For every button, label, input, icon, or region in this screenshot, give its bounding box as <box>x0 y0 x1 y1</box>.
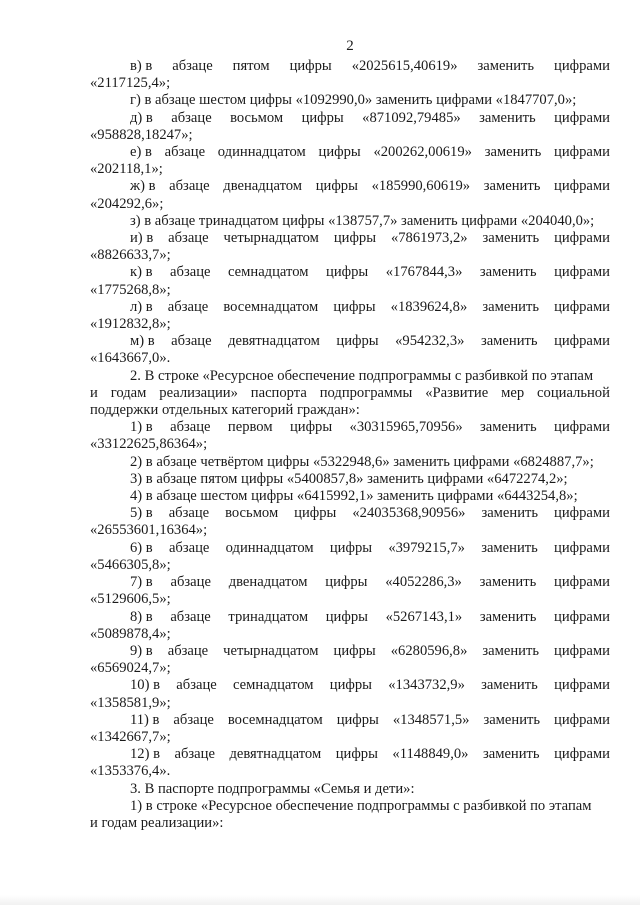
paragraph-word: цифрами <box>554 539 610 556</box>
paragraph-word: заменить <box>479 264 537 281</box>
paragraph-word: двенадцатом <box>228 574 308 591</box>
paragraph <box>90 178 610 212</box>
paragraph <box>90 746 610 780</box>
paragraph-word: «6280596,8» <box>390 642 468 659</box>
paragraph-word: заменить <box>479 109 536 126</box>
paragraph-word: заменить <box>483 711 541 728</box>
paragraph-continuation: «8826633,7»; <box>90 247 171 264</box>
paragraph <box>90 144 610 178</box>
paragraph <box>90 471 610 488</box>
paragraph-word: «1148849,0» <box>392 746 469 763</box>
paragraph-line: поддержки отдельных категорий граждан»: <box>90 402 360 419</box>
paragraph-word: цифрами <box>554 109 610 126</box>
paragraph-word: цифрами <box>554 298 610 315</box>
paragraph-word: «30315965,70956» <box>349 419 463 436</box>
paragraph-word: абзаце <box>170 264 211 281</box>
paragraph-word: тринадцатом <box>228 608 309 625</box>
paragraph-word: «1839624,8» <box>390 298 468 315</box>
paragraph-word: «185990,60619» <box>371 178 471 195</box>
paragraph-word: 1) в <box>130 419 153 436</box>
paragraph-continuation: «1353376,4». <box>90 763 171 780</box>
paragraph-continuation: «1358581,9»; <box>90 694 171 711</box>
paragraph-text: 3) в абзаце пятом цифры «5400857,8» заменить цифрами «6472274,2»; <box>130 470 568 487</box>
paragraph-word: цифры <box>333 298 376 315</box>
paragraph-word: социальной <box>537 384 610 401</box>
paragraph-word: цифры <box>333 642 376 659</box>
paragraph-continuation: «1643667,0». <box>90 350 171 367</box>
paragraph-continuation: «1342667,7»; <box>90 728 171 745</box>
paragraph-word: л) в <box>130 298 153 315</box>
paragraph-word: девятнадцатом <box>229 746 322 763</box>
paragraph-word: заменить <box>477 58 535 74</box>
paragraph-word: заменить <box>480 419 537 436</box>
paragraph <box>90 230 610 264</box>
paragraph-word: заменить <box>482 642 539 659</box>
paragraph-word: абзаце <box>164 144 206 161</box>
paragraph-word: заменить <box>483 178 541 195</box>
paragraph-word: абзаце <box>170 608 211 625</box>
paragraph-word: абзаце <box>174 746 215 763</box>
paragraph-word: двенадцатом <box>223 178 303 195</box>
paragraph-continuation: «6569024,7»; <box>90 660 171 677</box>
paragraph <box>90 488 610 505</box>
paragraph-word: цифрами <box>554 711 610 728</box>
paragraph <box>90 781 610 798</box>
paragraph-word: цифры <box>289 58 332 74</box>
paragraph-word: цифрами <box>554 230 610 247</box>
paragraph-word: цифры <box>335 746 378 763</box>
paragraph <box>90 609 610 643</box>
paragraph-continuation: «2117125,4»; <box>90 75 171 92</box>
paragraph-word: цифрами <box>554 677 610 694</box>
paragraph-word: цифрами <box>554 419 610 436</box>
paragraph-word: цифрами <box>554 58 610 74</box>
paragraph-word: цифры <box>325 608 368 625</box>
paragraph-word: цифры <box>301 109 344 126</box>
paragraph-word: «1343732,9» <box>388 677 465 694</box>
paragraph-word: абзаце <box>171 333 212 350</box>
paragraph <box>90 712 610 746</box>
paragraph-word: абзаце <box>169 178 210 195</box>
paragraph-word: м) в <box>130 333 155 350</box>
paragraph-word: паспорта <box>250 384 307 401</box>
paragraph <box>90 505 610 539</box>
paragraph-word: «2025615,40619» <box>351 58 458 74</box>
paragraph-word: девятнадцатом <box>228 333 320 350</box>
paragraph-word: цифрами <box>554 333 610 350</box>
paragraph-word: 7) в <box>130 574 153 591</box>
paragraph-continuation: «202118,1»; <box>90 161 163 178</box>
paragraph-word: заменить <box>482 746 540 763</box>
paragraph <box>90 419 610 453</box>
scan-edge <box>0 895 640 905</box>
paragraph-word: пятом <box>232 58 270 74</box>
paragraph-text: 2) в абзаце четвёртом цифры «5322948,6» заменить цифрами «6824887,7»; <box>130 453 594 470</box>
paragraph-word: цифры <box>294 505 337 522</box>
paragraph <box>90 574 610 608</box>
paragraph-word: цифрами <box>554 505 610 522</box>
paragraph <box>90 454 610 471</box>
paragraph-word: «200262,00619» <box>373 144 472 161</box>
paragraph-word: заменить <box>479 574 537 591</box>
paragraph-continuation: «1775268,8»; <box>90 281 171 298</box>
paragraph-word: абзаце <box>170 574 211 591</box>
paragraph-word: реализации» <box>159 384 238 401</box>
paragraph-word: семнадцатом <box>228 264 309 281</box>
paragraph <box>90 299 610 333</box>
paragraph-word: четырнадцатом <box>223 642 319 659</box>
paragraph-word: 8) в <box>130 608 153 625</box>
paragraph-word: цифрами <box>554 574 610 591</box>
paragraph-word: в) в <box>130 58 153 74</box>
paragraph-text: з) в абзаце тринадцатом цифры «138757,7» заменить цифрами «204040,0»; <box>130 212 595 229</box>
paragraph-word: цифры <box>336 711 379 728</box>
paragraph-word: заменить <box>484 144 542 161</box>
paragraph-word: цифрами <box>554 746 610 763</box>
paragraph <box>90 540 610 574</box>
paragraph-text: г) в абзаце шестом цифры «1092990,0» заменить цифрами «1847707,0»; <box>130 92 577 109</box>
paragraph-word: заменить <box>481 677 538 694</box>
paragraph-word: «3979215,7» <box>388 539 465 556</box>
paragraph-word: цифры <box>333 230 377 247</box>
paragraph-word: 11) в <box>130 711 160 728</box>
paragraph-continuation: «5129606,5»; <box>90 591 171 608</box>
paragraph-word: четырнадцатом <box>223 230 319 247</box>
paragraph-word: к) в <box>130 264 153 281</box>
paragraph-word: семнадцатом <box>233 677 314 694</box>
paragraph-text: 4) в абзаце шестом цифры «6415992,1» заменить цифрами «6443254,8»; <box>130 488 578 505</box>
paragraph-word: восемнадцатом <box>223 298 319 315</box>
paragraph-word: «1767844,3» <box>385 264 463 281</box>
paragraph-word: 6) в <box>130 539 153 556</box>
paragraph-word: цифры <box>318 144 361 161</box>
paragraph-word: цифрами <box>554 264 610 281</box>
paragraph-word: е) в <box>130 144 152 161</box>
paragraph-word: «1348571,5» <box>392 711 470 728</box>
paragraph-word: одиннадцатом <box>225 539 314 556</box>
paragraph <box>90 92 610 109</box>
paragraph-word: цифрами <box>554 178 610 195</box>
paragraph-word: первом <box>227 419 273 436</box>
paragraph-word: одиннадцатом <box>217 144 306 161</box>
paragraph-word: цифрами <box>554 642 610 659</box>
paragraph-word: заменить <box>480 333 538 350</box>
paragraph-word: «871092,79485» <box>362 109 461 126</box>
paragraph <box>90 110 610 144</box>
paragraph-word: цифры <box>315 178 358 195</box>
paragraph-word: заменить <box>481 539 538 556</box>
paragraph-word: «4052286,3» <box>385 574 462 591</box>
paragraph-word: д) в <box>130 109 153 126</box>
paragraph-word: цифры <box>329 677 372 694</box>
paragraph-word: «24035368,90956» <box>352 505 466 522</box>
paragraph-word: цифры <box>289 419 333 436</box>
paragraph-word: абзаце <box>172 58 213 74</box>
paragraph-text: 3. В паспорте подпрограммы «Семья и дети»: <box>130 780 415 797</box>
paragraph-word: «5267143,1» <box>385 608 463 625</box>
paragraph-word: абзаце <box>170 419 211 436</box>
paragraph-word: цифры <box>325 574 368 591</box>
paragraph <box>90 213 610 230</box>
paragraph-continuation: «958828,18247»; <box>90 126 193 143</box>
paragraph-word: цифры <box>326 264 369 281</box>
paragraph-word: 10) в <box>130 677 160 694</box>
paragraph-continuation: «5089878,4»; <box>90 625 171 642</box>
paragraph-word: абзаце <box>176 677 217 694</box>
paragraph-continuation: «1912832,8»; <box>90 316 171 333</box>
paragraph-line: и годам реализации»: <box>90 814 224 831</box>
paragraph-word: заменить <box>479 608 537 625</box>
paragraph-word: абзаце <box>168 505 210 522</box>
paragraph-word: абзаце <box>167 298 209 315</box>
paragraph-word: и) в <box>130 230 154 247</box>
paragraph-word: 12) в <box>130 746 160 763</box>
paragraph-word: цифры <box>336 333 379 350</box>
paragraph-word: мер <box>501 384 525 401</box>
paragraph-word: абзаце <box>168 539 210 556</box>
paragraph-word: абзаце <box>171 109 212 126</box>
paragraph-word: восьмом <box>225 505 279 522</box>
document-body <box>90 58 610 832</box>
paragraph-word: 9) в <box>130 642 153 659</box>
paragraph-word: ж) в <box>130 178 156 195</box>
paragraph-word: «7861973,2» <box>390 230 468 247</box>
paragraph-word: 5) в <box>130 505 153 522</box>
paragraph-word: 1) в строке «Ресурсное обеспечение подпрограммы с разбивкой по этапам <box>130 797 592 814</box>
paragraph-word: «954232,3» <box>395 333 465 350</box>
paragraph-word: восьмом <box>230 109 284 126</box>
paragraph <box>90 643 610 677</box>
paragraph-continuation: «5466305,8»; <box>90 556 171 573</box>
paragraph-word: и <box>90 384 98 401</box>
page-number: 2 <box>346 38 354 54</box>
paragraph <box>90 264 610 298</box>
paragraph-word: «Развитие <box>425 384 489 401</box>
paragraph-word: абзаце <box>167 642 209 659</box>
paragraph-word: абзаце <box>173 711 214 728</box>
paragraph-word: заменить <box>481 505 539 522</box>
paragraph-word: заменить <box>482 298 539 315</box>
paragraph-continuation: «33122625,86364»; <box>90 436 208 453</box>
paragraph <box>90 58 610 92</box>
paragraph <box>90 333 610 367</box>
paragraph-word: подпрограммы <box>319 384 413 401</box>
paragraph-word: цифрами <box>554 608 610 625</box>
paragraph <box>90 677 610 711</box>
paragraph-word: годам <box>110 384 147 401</box>
paragraph-continuation: «26553601,16364»; <box>90 522 208 539</box>
paragraph-continuation: «204292,6»; <box>90 195 164 212</box>
paragraph-word: цифры <box>329 539 373 556</box>
paragraph-word: абзаце <box>168 230 209 247</box>
paragraph-word: цифрами <box>554 144 610 161</box>
paragraph-word: восемнадцатом <box>227 711 323 728</box>
paragraph-word: 2. В строке «Ресурсное обеспечение подпрограммы с разбивкой по этапам <box>130 367 594 384</box>
paragraph <box>90 798 610 832</box>
paragraph <box>90 368 610 420</box>
paragraph-word: заменить <box>482 230 540 247</box>
